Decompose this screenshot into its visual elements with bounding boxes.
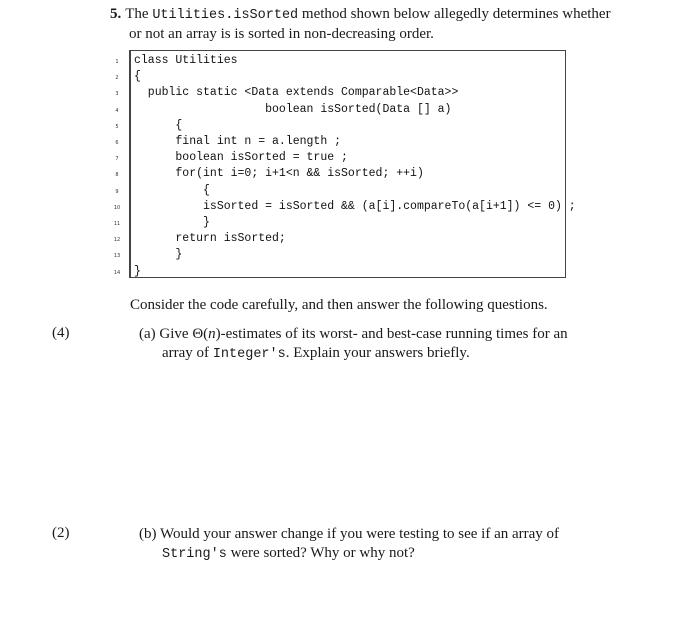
line-number: 2	[115, 75, 119, 82]
question-intro	[110, 5, 690, 44]
line-number: 8	[115, 172, 119, 179]
line-number: 11	[113, 221, 121, 227]
part-a-text-pre: Give Θ(	[159, 326, 209, 342]
part-a-line2-post: . Explain your answers briefly.	[285, 345, 470, 361]
code-line: boolean isSorted(Data [] a)	[134, 102, 452, 116]
part-a-line2-pre: array of	[162, 345, 213, 361]
code-line: isSorted = isSorted && (a[i].compareTo(a[i+1]) <= 0) ;	[134, 199, 576, 213]
intro-text-pre: The	[125, 6, 153, 22]
code-line: return isSorted;	[134, 232, 286, 246]
line-number: 3	[115, 91, 119, 98]
part-a	[139, 325, 589, 364]
intro-code: Utilities.isSorted	[152, 8, 299, 23]
part-b-marks: (2)	[52, 525, 70, 541]
part-b-line1: Would your answer change if you were testing to see if an array of	[159, 526, 560, 542]
code-line: public static <Data extends Comparable<Data>>	[134, 86, 459, 100]
line-number: 5	[115, 123, 119, 130]
part-a-marks: (4)	[52, 325, 70, 341]
intro-text-post: method shown below allegedly determines whether	[298, 6, 611, 22]
line-number: 1	[115, 59, 119, 65]
line-number: 7	[115, 156, 119, 163]
gutter-divider	[129, 50, 130, 278]
line-number: 4	[115, 107, 119, 114]
part-a-label: (a)	[139, 326, 156, 342]
part-b-line2-code: String's	[162, 547, 227, 562]
code-line: class Utilities	[134, 54, 238, 67]
code-line: }	[134, 248, 183, 262]
part-a-var: n	[208, 326, 216, 342]
code-line: {	[134, 70, 141, 84]
code-line: {	[134, 183, 210, 197]
part-a-text-post: )-estimates of its worst- and best-case running times for an	[215, 326, 568, 342]
part-b-label: (b)	[139, 526, 157, 542]
intro-line-2: or not an array is is sorted in non-decreasing order.	[129, 26, 434, 42]
line-number: 13	[113, 253, 121, 260]
line-number: 12	[113, 237, 121, 244]
code-line: {	[134, 118, 183, 132]
part-b-line2-post: were sorted? Why or why not?	[226, 545, 415, 561]
line-number: 9	[115, 188, 119, 195]
line-number: 6	[115, 140, 119, 146]
part-a-line2-code: Integer's	[212, 347, 286, 362]
question-number: 5.	[110, 6, 122, 22]
code-line: final int n = a.length ;	[134, 135, 342, 148]
line-number: 10	[113, 204, 121, 211]
code-line: }	[134, 264, 141, 278]
consider-text: Consider the code carefully, and then answer the following questions.	[130, 297, 548, 313]
part-b	[139, 525, 589, 564]
code-line: }	[134, 216, 210, 229]
code-line: for(int i=0; i+1<n && isSorted; ++i)	[134, 167, 424, 181]
line-number: 14	[113, 269, 121, 276]
code-line: boolean isSorted = true ;	[134, 151, 348, 165]
